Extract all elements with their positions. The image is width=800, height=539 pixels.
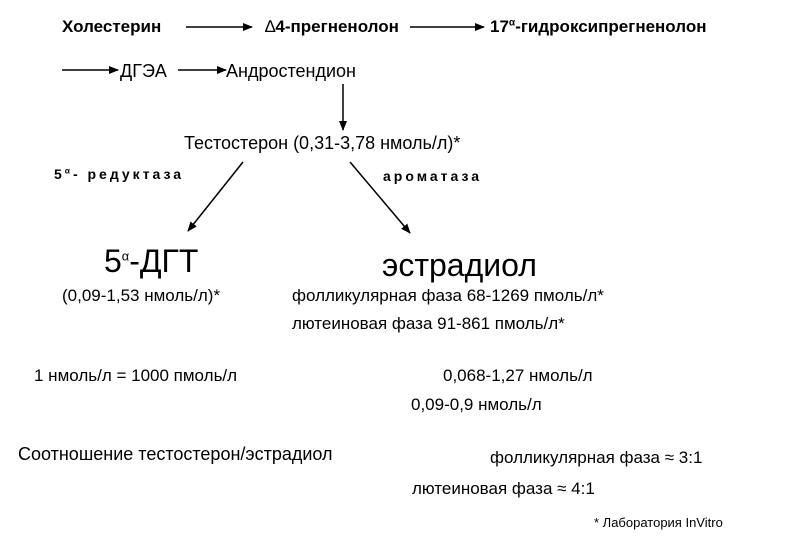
node-dht	[104, 245, 198, 277]
node-17-hydroxypregnenolone	[490, 18, 707, 35]
converted-range-luteal: 0,09-0,9 нмоль/л	[411, 395, 542, 414]
reductase-number: 5	[54, 166, 65, 182]
hydroxy-number: 17	[490, 17, 509, 36]
delta-symbol: ∆	[265, 17, 276, 36]
ratio-follicular: фолликулярная фаза ≈ 3:1	[490, 448, 703, 467]
dht-range: (0,09-1,53 нмоль/л)*	[62, 286, 221, 305]
alpha-superscript: α	[121, 248, 130, 264]
hydroxy-label: -гидроксипрегненолон	[515, 17, 707, 36]
unit-conversion: 1 нмоль/л = 1000 пмоль/л	[34, 366, 238, 385]
alpha-superscript: α	[508, 17, 516, 29]
node-estradiol: эстрадиол	[382, 247, 537, 283]
node-androstenedione: Андростендион	[226, 61, 356, 81]
node-pregnenolone	[265, 18, 399, 35]
footnote-source: * Лаборатория InVitro	[594, 515, 723, 530]
enzyme-aromatase: ароматаза	[383, 168, 483, 184]
reductase-label: - редуктаза	[72, 166, 185, 182]
enzyme-5a-reductase	[54, 167, 184, 181]
dht-number: 5	[104, 243, 122, 279]
alpha-superscript: α	[64, 165, 73, 176]
estradiol-luteal-range: лютеиновая фаза 91-861 пмоль/л*	[292, 314, 565, 333]
node-testosterone: Тестостерон (0,31-3,78 нмоль/л)*	[184, 133, 461, 153]
estradiol-follicular-range: фолликулярная фаза 68-1269 пмоль/л*	[292, 286, 604, 305]
ratio-luteal: лютеиновая фаза ≈ 4:1	[412, 479, 595, 498]
node-cholesterol: Холестерин	[62, 17, 162, 36]
dht-label: -ДГТ	[129, 243, 199, 279]
pregnenolone-label: 4-прегненолон	[275, 17, 399, 36]
arrow-testosterone-to-dht	[188, 162, 243, 231]
ratio-label: Соотношение тестостерон/эстрадиол	[18, 444, 333, 464]
node-dhea: ДГЭА	[120, 61, 167, 81]
converted-range-follicular: 0,068-1,27 нмоль/л	[443, 366, 593, 385]
